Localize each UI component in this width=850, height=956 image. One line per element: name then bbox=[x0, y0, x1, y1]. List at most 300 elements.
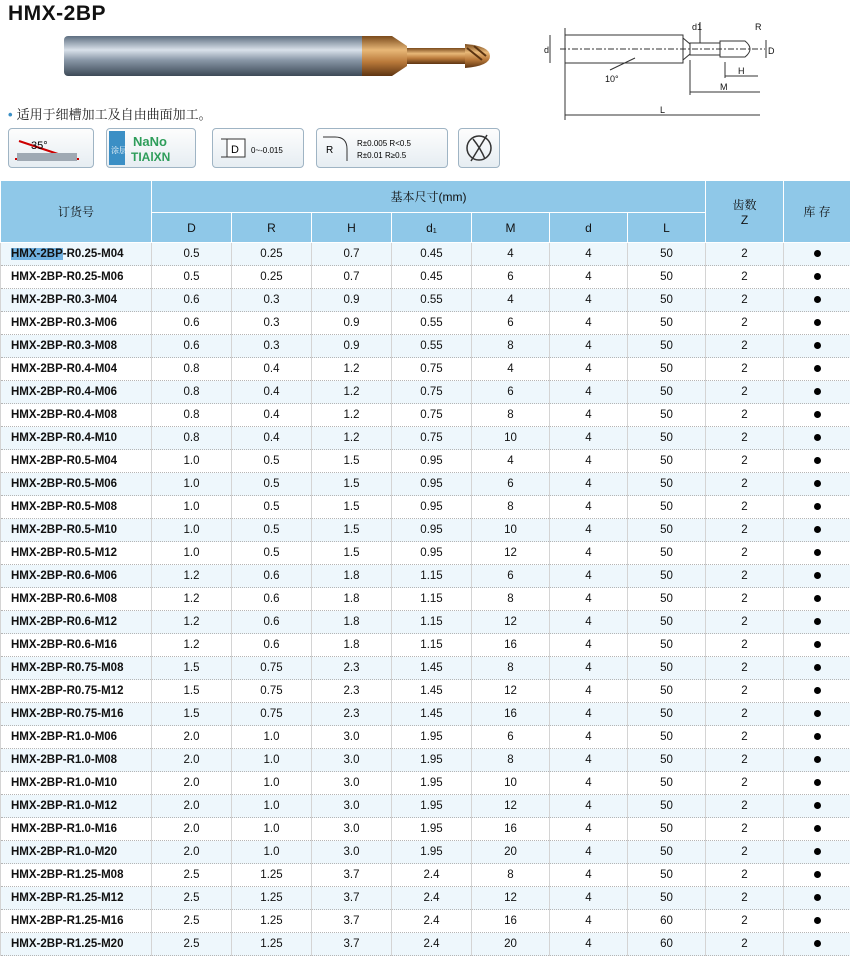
value-cell: 1.2 bbox=[312, 427, 392, 450]
value-cell: 4 bbox=[550, 496, 628, 519]
table-row[interactable] bbox=[1, 289, 850, 312]
helix-angle-icon bbox=[8, 128, 94, 168]
col-header-4: M bbox=[472, 213, 550, 243]
stock-cell bbox=[784, 335, 850, 358]
value-cell: 8 bbox=[472, 496, 550, 519]
value-cell: 6 bbox=[472, 381, 550, 404]
value-cell: 1.95 bbox=[392, 818, 472, 841]
r-tol-label: R bbox=[326, 145, 333, 156]
value-cell: 1.25 bbox=[232, 933, 312, 956]
stock-cell bbox=[784, 703, 850, 726]
value-cell: 4 bbox=[550, 519, 628, 542]
value-cell: 1.5 bbox=[312, 450, 392, 473]
value-cell: 2 bbox=[706, 841, 784, 864]
stock-cell bbox=[784, 864, 850, 887]
value-cell: 4 bbox=[550, 772, 628, 795]
in-stock-icon bbox=[814, 825, 821, 832]
value-cell: 1.95 bbox=[392, 749, 472, 772]
value-cell: 4 bbox=[550, 473, 628, 496]
stock-cell bbox=[784, 841, 850, 864]
stock-cell bbox=[784, 404, 850, 427]
value-cell: 4 bbox=[550, 450, 628, 473]
value-cell: 0.9 bbox=[312, 312, 392, 335]
table-row[interactable] bbox=[1, 243, 850, 266]
order-code-cell: HMX-2BP-R0.4-M10 bbox=[1, 427, 152, 450]
value-cell: 2 bbox=[706, 358, 784, 381]
header-basic-dimensions: 基本尺寸(mm) bbox=[152, 181, 706, 213]
value-cell: 50 bbox=[628, 243, 706, 266]
in-stock-icon bbox=[814, 250, 821, 257]
helix-angle-value: 35° bbox=[31, 140, 48, 152]
value-cell: 2.3 bbox=[312, 680, 392, 703]
stock-cell bbox=[784, 381, 850, 404]
table-row[interactable] bbox=[1, 542, 850, 565]
value-cell: 0.75 bbox=[392, 427, 472, 450]
table-row[interactable] bbox=[1, 404, 850, 427]
table-row[interactable] bbox=[1, 772, 850, 795]
value-cell: 12 bbox=[472, 795, 550, 818]
value-cell: 0.55 bbox=[392, 335, 472, 358]
col-header-6: L bbox=[628, 213, 706, 243]
table-row[interactable] bbox=[1, 611, 850, 634]
value-cell: 0.75 bbox=[392, 381, 472, 404]
value-cell: 2.0 bbox=[152, 772, 232, 795]
value-cell: 1.25 bbox=[232, 887, 312, 910]
value-cell: 3.0 bbox=[312, 726, 392, 749]
value-cell: 4 bbox=[550, 703, 628, 726]
order-code-cell: HMX-2BP-R1.0-M12 bbox=[1, 795, 152, 818]
in-stock-icon bbox=[814, 342, 821, 349]
order-code-cell: HMX-2BP-R1.25-M12 bbox=[1, 887, 152, 910]
value-cell: 0.6 bbox=[152, 312, 232, 335]
value-cell: 0.8 bbox=[152, 381, 232, 404]
value-cell: 1.15 bbox=[392, 611, 472, 634]
table-row[interactable] bbox=[1, 588, 850, 611]
value-cell: 50 bbox=[628, 680, 706, 703]
coating-name-1: NaNo bbox=[133, 134, 167, 149]
value-cell: 50 bbox=[628, 703, 706, 726]
table-row[interactable] bbox=[1, 565, 850, 588]
value-cell: 2.0 bbox=[152, 818, 232, 841]
in-stock-icon bbox=[814, 940, 821, 947]
value-cell: 4 bbox=[550, 289, 628, 312]
value-cell: 1.5 bbox=[312, 519, 392, 542]
value-cell: 1.5 bbox=[312, 473, 392, 496]
value-cell: 1.2 bbox=[152, 588, 232, 611]
stock-cell bbox=[784, 910, 850, 933]
col-header-1: R bbox=[232, 213, 312, 243]
value-cell: 6 bbox=[472, 473, 550, 496]
value-cell: 1.0 bbox=[152, 473, 232, 496]
in-stock-icon bbox=[814, 388, 821, 395]
value-cell: 0.55 bbox=[392, 312, 472, 335]
value-cell: 12 bbox=[472, 680, 550, 703]
value-cell: 1.2 bbox=[312, 404, 392, 427]
value-cell: 1.95 bbox=[392, 772, 472, 795]
value-cell: 1.0 bbox=[152, 519, 232, 542]
value-cell: 2 bbox=[706, 404, 784, 427]
stock-cell bbox=[784, 565, 850, 588]
stock-cell bbox=[784, 887, 850, 910]
value-cell: 50 bbox=[628, 381, 706, 404]
table-row[interactable] bbox=[1, 864, 850, 887]
value-cell: 50 bbox=[628, 565, 706, 588]
value-cell: 1.0 bbox=[232, 841, 312, 864]
value-cell: 2 bbox=[706, 243, 784, 266]
value-cell: 0.4 bbox=[232, 358, 312, 381]
value-cell: 1.25 bbox=[232, 910, 312, 933]
stock-cell bbox=[784, 657, 850, 680]
table-row[interactable] bbox=[1, 335, 850, 358]
value-cell: 1.25 bbox=[232, 864, 312, 887]
stock-cell bbox=[784, 519, 850, 542]
stock-cell bbox=[784, 243, 850, 266]
value-cell: 2.0 bbox=[152, 726, 232, 749]
value-cell: 2.0 bbox=[152, 795, 232, 818]
value-cell: 2 bbox=[706, 795, 784, 818]
table-row[interactable] bbox=[1, 519, 850, 542]
order-code-cell: HMX-2BP-R0.6-M08 bbox=[1, 588, 152, 611]
value-cell: 1.2 bbox=[312, 381, 392, 404]
value-cell: 2 bbox=[706, 312, 784, 335]
value-cell: 3.0 bbox=[312, 749, 392, 772]
value-cell: 2 bbox=[706, 289, 784, 312]
value-cell: 4 bbox=[550, 358, 628, 381]
value-cell: 1.0 bbox=[232, 795, 312, 818]
value-cell: 1.5 bbox=[152, 657, 232, 680]
value-cell: 10 bbox=[472, 427, 550, 450]
value-cell: 6 bbox=[472, 312, 550, 335]
value-cell: 1.8 bbox=[312, 634, 392, 657]
table-row[interactable] bbox=[1, 749, 850, 772]
table-row[interactable] bbox=[1, 933, 850, 956]
value-cell: 2.4 bbox=[392, 887, 472, 910]
value-cell: 50 bbox=[628, 726, 706, 749]
value-cell: 50 bbox=[628, 358, 706, 381]
value-cell: 0.4 bbox=[232, 427, 312, 450]
value-cell: 50 bbox=[628, 611, 706, 634]
in-stock-icon bbox=[814, 273, 821, 280]
value-cell: 0.25 bbox=[232, 266, 312, 289]
value-cell: 50 bbox=[628, 312, 706, 335]
stock-cell bbox=[784, 634, 850, 657]
order-code-cell: HMX-2BP-R0.5-M08 bbox=[1, 496, 152, 519]
table-row[interactable] bbox=[1, 818, 850, 841]
value-cell: 8 bbox=[472, 588, 550, 611]
value-cell: 4 bbox=[550, 312, 628, 335]
value-cell: 4 bbox=[550, 657, 628, 680]
value-cell: 2.3 bbox=[312, 657, 392, 680]
table-row[interactable] bbox=[1, 634, 850, 657]
value-cell: 0.3 bbox=[232, 312, 312, 335]
stock-cell bbox=[784, 427, 850, 450]
value-cell: 2 bbox=[706, 565, 784, 588]
header-stock: 库 存 bbox=[784, 181, 850, 243]
value-cell: 2 bbox=[706, 496, 784, 519]
value-cell: 3.7 bbox=[312, 910, 392, 933]
in-stock-icon bbox=[814, 411, 821, 418]
order-code-cell: HMX-2BP-R0.6-M06 bbox=[1, 565, 152, 588]
value-cell: 1.8 bbox=[312, 565, 392, 588]
value-cell: 2 bbox=[706, 910, 784, 933]
value-cell: 50 bbox=[628, 864, 706, 887]
value-cell: 2 bbox=[706, 542, 784, 565]
in-stock-icon bbox=[814, 526, 821, 533]
value-cell: 0.3 bbox=[232, 289, 312, 312]
coating-icon bbox=[106, 128, 196, 168]
value-cell: 1.5 bbox=[312, 542, 392, 565]
value-cell: 2.4 bbox=[392, 933, 472, 956]
value-cell: 2 bbox=[706, 772, 784, 795]
feature-text: 适用于细槽加工及自由曲面加工。 bbox=[17, 107, 212, 122]
table-row[interactable] bbox=[1, 358, 850, 381]
table-row[interactable] bbox=[1, 266, 850, 289]
value-cell: 0.4 bbox=[232, 381, 312, 404]
value-cell: 6 bbox=[472, 726, 550, 749]
ball-nose-icon bbox=[458, 128, 500, 168]
value-cell: 0.6 bbox=[232, 611, 312, 634]
table-row[interactable] bbox=[1, 450, 850, 473]
value-cell: 4 bbox=[550, 795, 628, 818]
order-code-cell: HMX-2BP-R1.25-M16 bbox=[1, 910, 152, 933]
in-stock-icon bbox=[814, 595, 821, 602]
table-row[interactable] bbox=[1, 841, 850, 864]
value-cell: 2 bbox=[706, 611, 784, 634]
in-stock-icon bbox=[814, 503, 821, 510]
value-cell: 2 bbox=[706, 473, 784, 496]
value-cell: 12 bbox=[472, 542, 550, 565]
value-cell: 16 bbox=[472, 634, 550, 657]
order-code-cell: HMX-2BP-R0.4-M04 bbox=[1, 358, 152, 381]
value-cell: 2 bbox=[706, 634, 784, 657]
value-cell: 4 bbox=[550, 634, 628, 657]
stock-cell bbox=[784, 611, 850, 634]
diagram-label-dd: D bbox=[768, 46, 775, 56]
value-cell: 0.55 bbox=[392, 289, 472, 312]
value-cell: 4 bbox=[472, 358, 550, 381]
coating-name-2: TIAlXN bbox=[131, 150, 170, 164]
value-cell: 0.8 bbox=[152, 404, 232, 427]
table-row[interactable] bbox=[1, 910, 850, 933]
col-header-3: d₁ bbox=[392, 213, 472, 243]
order-code-cell: HMX-2BP-R0.25-M06 bbox=[1, 266, 152, 289]
value-cell: 50 bbox=[628, 657, 706, 680]
in-stock-icon bbox=[814, 549, 821, 556]
in-stock-icon bbox=[814, 365, 821, 372]
value-cell: 0.5 bbox=[232, 542, 312, 565]
value-cell: 0.45 bbox=[392, 266, 472, 289]
value-cell: 1.15 bbox=[392, 588, 472, 611]
order-code-cell: HMX-2BP-R1.25-M08 bbox=[1, 864, 152, 887]
value-cell: 4 bbox=[550, 381, 628, 404]
order-code-cell: HMX-2BP-R1.0-M10 bbox=[1, 772, 152, 795]
value-cell: 1.0 bbox=[152, 542, 232, 565]
stock-cell bbox=[784, 749, 850, 772]
value-cell: 50 bbox=[628, 427, 706, 450]
value-cell: 1.0 bbox=[232, 726, 312, 749]
value-cell: 4 bbox=[550, 864, 628, 887]
order-code-cell: HMX-2BP-R0.4-M06 bbox=[1, 381, 152, 404]
table-row[interactable] bbox=[1, 496, 850, 519]
value-cell: 4 bbox=[550, 565, 628, 588]
value-cell: 0.6 bbox=[152, 335, 232, 358]
value-cell: 50 bbox=[628, 841, 706, 864]
value-cell: 3.7 bbox=[312, 864, 392, 887]
stock-cell bbox=[784, 818, 850, 841]
table-row[interactable] bbox=[1, 680, 850, 703]
value-cell: 1.95 bbox=[392, 795, 472, 818]
table-row[interactable] bbox=[1, 427, 850, 450]
in-stock-icon bbox=[814, 733, 821, 740]
page-title: HMX-2BP bbox=[8, 2, 106, 26]
value-cell: 0.75 bbox=[232, 680, 312, 703]
value-cell: 0.6 bbox=[232, 565, 312, 588]
value-cell: 1.2 bbox=[312, 358, 392, 381]
value-cell: 20 bbox=[472, 933, 550, 956]
feature-note bbox=[8, 104, 212, 123]
value-cell: 1.2 bbox=[152, 611, 232, 634]
in-stock-icon bbox=[814, 480, 821, 487]
value-cell: 1.5 bbox=[152, 703, 232, 726]
table-row[interactable] bbox=[1, 703, 850, 726]
stock-cell bbox=[784, 450, 850, 473]
value-cell: 2.5 bbox=[152, 933, 232, 956]
in-stock-icon bbox=[814, 664, 821, 671]
order-code-cell: HMX-2BP-R0.6-M12 bbox=[1, 611, 152, 634]
in-stock-icon bbox=[814, 802, 821, 809]
value-cell: 6 bbox=[472, 565, 550, 588]
value-cell: 2.5 bbox=[152, 864, 232, 887]
value-cell: 1.95 bbox=[392, 726, 472, 749]
table-row[interactable] bbox=[1, 312, 850, 335]
value-cell: 3.0 bbox=[312, 841, 392, 864]
value-cell: 12 bbox=[472, 611, 550, 634]
value-cell: 50 bbox=[628, 887, 706, 910]
value-cell: 50 bbox=[628, 588, 706, 611]
value-cell: 4 bbox=[550, 611, 628, 634]
value-cell: 1.8 bbox=[312, 588, 392, 611]
diagram-label-d1: d1 bbox=[692, 22, 702, 32]
table-row[interactable] bbox=[1, 726, 850, 749]
value-cell: 0.7 bbox=[312, 266, 392, 289]
value-cell: 4 bbox=[550, 749, 628, 772]
order-code-cell: HMX-2BP-R0.5-M06 bbox=[1, 473, 152, 496]
value-cell: 0.45 bbox=[392, 243, 472, 266]
value-cell: 0.95 bbox=[392, 473, 472, 496]
order-code-cell: HMX-2BP-R1.25-M20 bbox=[1, 933, 152, 956]
diameter-tolerance-icon bbox=[212, 128, 304, 168]
order-code-cell: HMX-2BP-R0.5-M04 bbox=[1, 450, 152, 473]
value-cell: 0.6 bbox=[232, 588, 312, 611]
table-row[interactable] bbox=[1, 887, 850, 910]
value-cell: 50 bbox=[628, 634, 706, 657]
value-cell: 2 bbox=[706, 335, 784, 358]
coating-side-text: 涂层 bbox=[111, 145, 127, 155]
value-cell: 0.75 bbox=[392, 358, 472, 381]
stock-cell bbox=[784, 542, 850, 565]
value-cell: 4 bbox=[550, 818, 628, 841]
value-cell: 50 bbox=[628, 795, 706, 818]
order-code-cell: HMX-2BP-R0.3-M04 bbox=[1, 289, 152, 312]
stock-cell bbox=[784, 266, 850, 289]
value-cell: 2.5 bbox=[152, 910, 232, 933]
value-cell: 8 bbox=[472, 657, 550, 680]
value-cell: 20 bbox=[472, 841, 550, 864]
value-cell: 1.0 bbox=[232, 749, 312, 772]
order-code-cell: HMX-2BP-R0.75-M16 bbox=[1, 703, 152, 726]
value-cell: 16 bbox=[472, 818, 550, 841]
stock-cell bbox=[784, 358, 850, 381]
value-cell: 4 bbox=[550, 841, 628, 864]
bullet-icon: • bbox=[8, 107, 13, 122]
value-cell: 8 bbox=[472, 404, 550, 427]
value-cell: 50 bbox=[628, 519, 706, 542]
value-cell: 8 bbox=[472, 749, 550, 772]
value-cell: 50 bbox=[628, 818, 706, 841]
value-cell: 4 bbox=[550, 588, 628, 611]
header-order-code: 订货号 bbox=[1, 181, 152, 243]
table-row[interactable] bbox=[1, 657, 850, 680]
value-cell: 50 bbox=[628, 496, 706, 519]
in-stock-icon bbox=[814, 871, 821, 878]
value-cell: 0.3 bbox=[232, 335, 312, 358]
dia-tol-value: 0~-0.015 bbox=[251, 146, 283, 155]
in-stock-icon bbox=[814, 457, 821, 464]
value-cell: 4 bbox=[550, 933, 628, 956]
stock-cell bbox=[784, 795, 850, 818]
order-code-cell: HMX-2BP-R0.5-M10 bbox=[1, 519, 152, 542]
col-header-2: H bbox=[312, 213, 392, 243]
value-cell: 2 bbox=[706, 450, 784, 473]
in-stock-icon bbox=[814, 319, 821, 326]
value-cell: 2 bbox=[706, 749, 784, 772]
diagram-label-r: R bbox=[755, 22, 762, 32]
value-cell: 2 bbox=[706, 519, 784, 542]
value-cell: 50 bbox=[628, 335, 706, 358]
table-row[interactable] bbox=[1, 473, 850, 496]
order-code-cell: HMX-2BP-R1.0-M08 bbox=[1, 749, 152, 772]
in-stock-icon bbox=[814, 710, 821, 717]
value-cell: 6 bbox=[472, 266, 550, 289]
diagram-label-d: d bbox=[544, 45, 549, 55]
value-cell: 0.8 bbox=[152, 427, 232, 450]
table-row[interactable] bbox=[1, 795, 850, 818]
value-cell: 2 bbox=[706, 657, 784, 680]
table-row[interactable] bbox=[1, 381, 850, 404]
value-cell: 4 bbox=[472, 289, 550, 312]
value-cell: 0.95 bbox=[392, 519, 472, 542]
value-cell: 2 bbox=[706, 887, 784, 910]
end-mill-image bbox=[62, 30, 502, 88]
value-cell: 3.0 bbox=[312, 818, 392, 841]
in-stock-icon bbox=[814, 687, 821, 694]
value-cell: 4 bbox=[550, 243, 628, 266]
value-cell: 4 bbox=[550, 887, 628, 910]
value-cell: 3.0 bbox=[312, 795, 392, 818]
value-cell: 50 bbox=[628, 542, 706, 565]
value-cell: 0.5 bbox=[152, 266, 232, 289]
value-cell: 0.75 bbox=[232, 703, 312, 726]
diagram-label-m: M bbox=[720, 82, 728, 92]
value-cell: 60 bbox=[628, 933, 706, 956]
value-cell: 4 bbox=[550, 726, 628, 749]
in-stock-icon bbox=[814, 779, 821, 786]
stock-cell bbox=[784, 588, 850, 611]
stock-cell bbox=[784, 726, 850, 749]
order-code-cell: HMX-2BP-R1.0-M20 bbox=[1, 841, 152, 864]
in-stock-icon bbox=[814, 848, 821, 855]
stock-cell bbox=[784, 680, 850, 703]
